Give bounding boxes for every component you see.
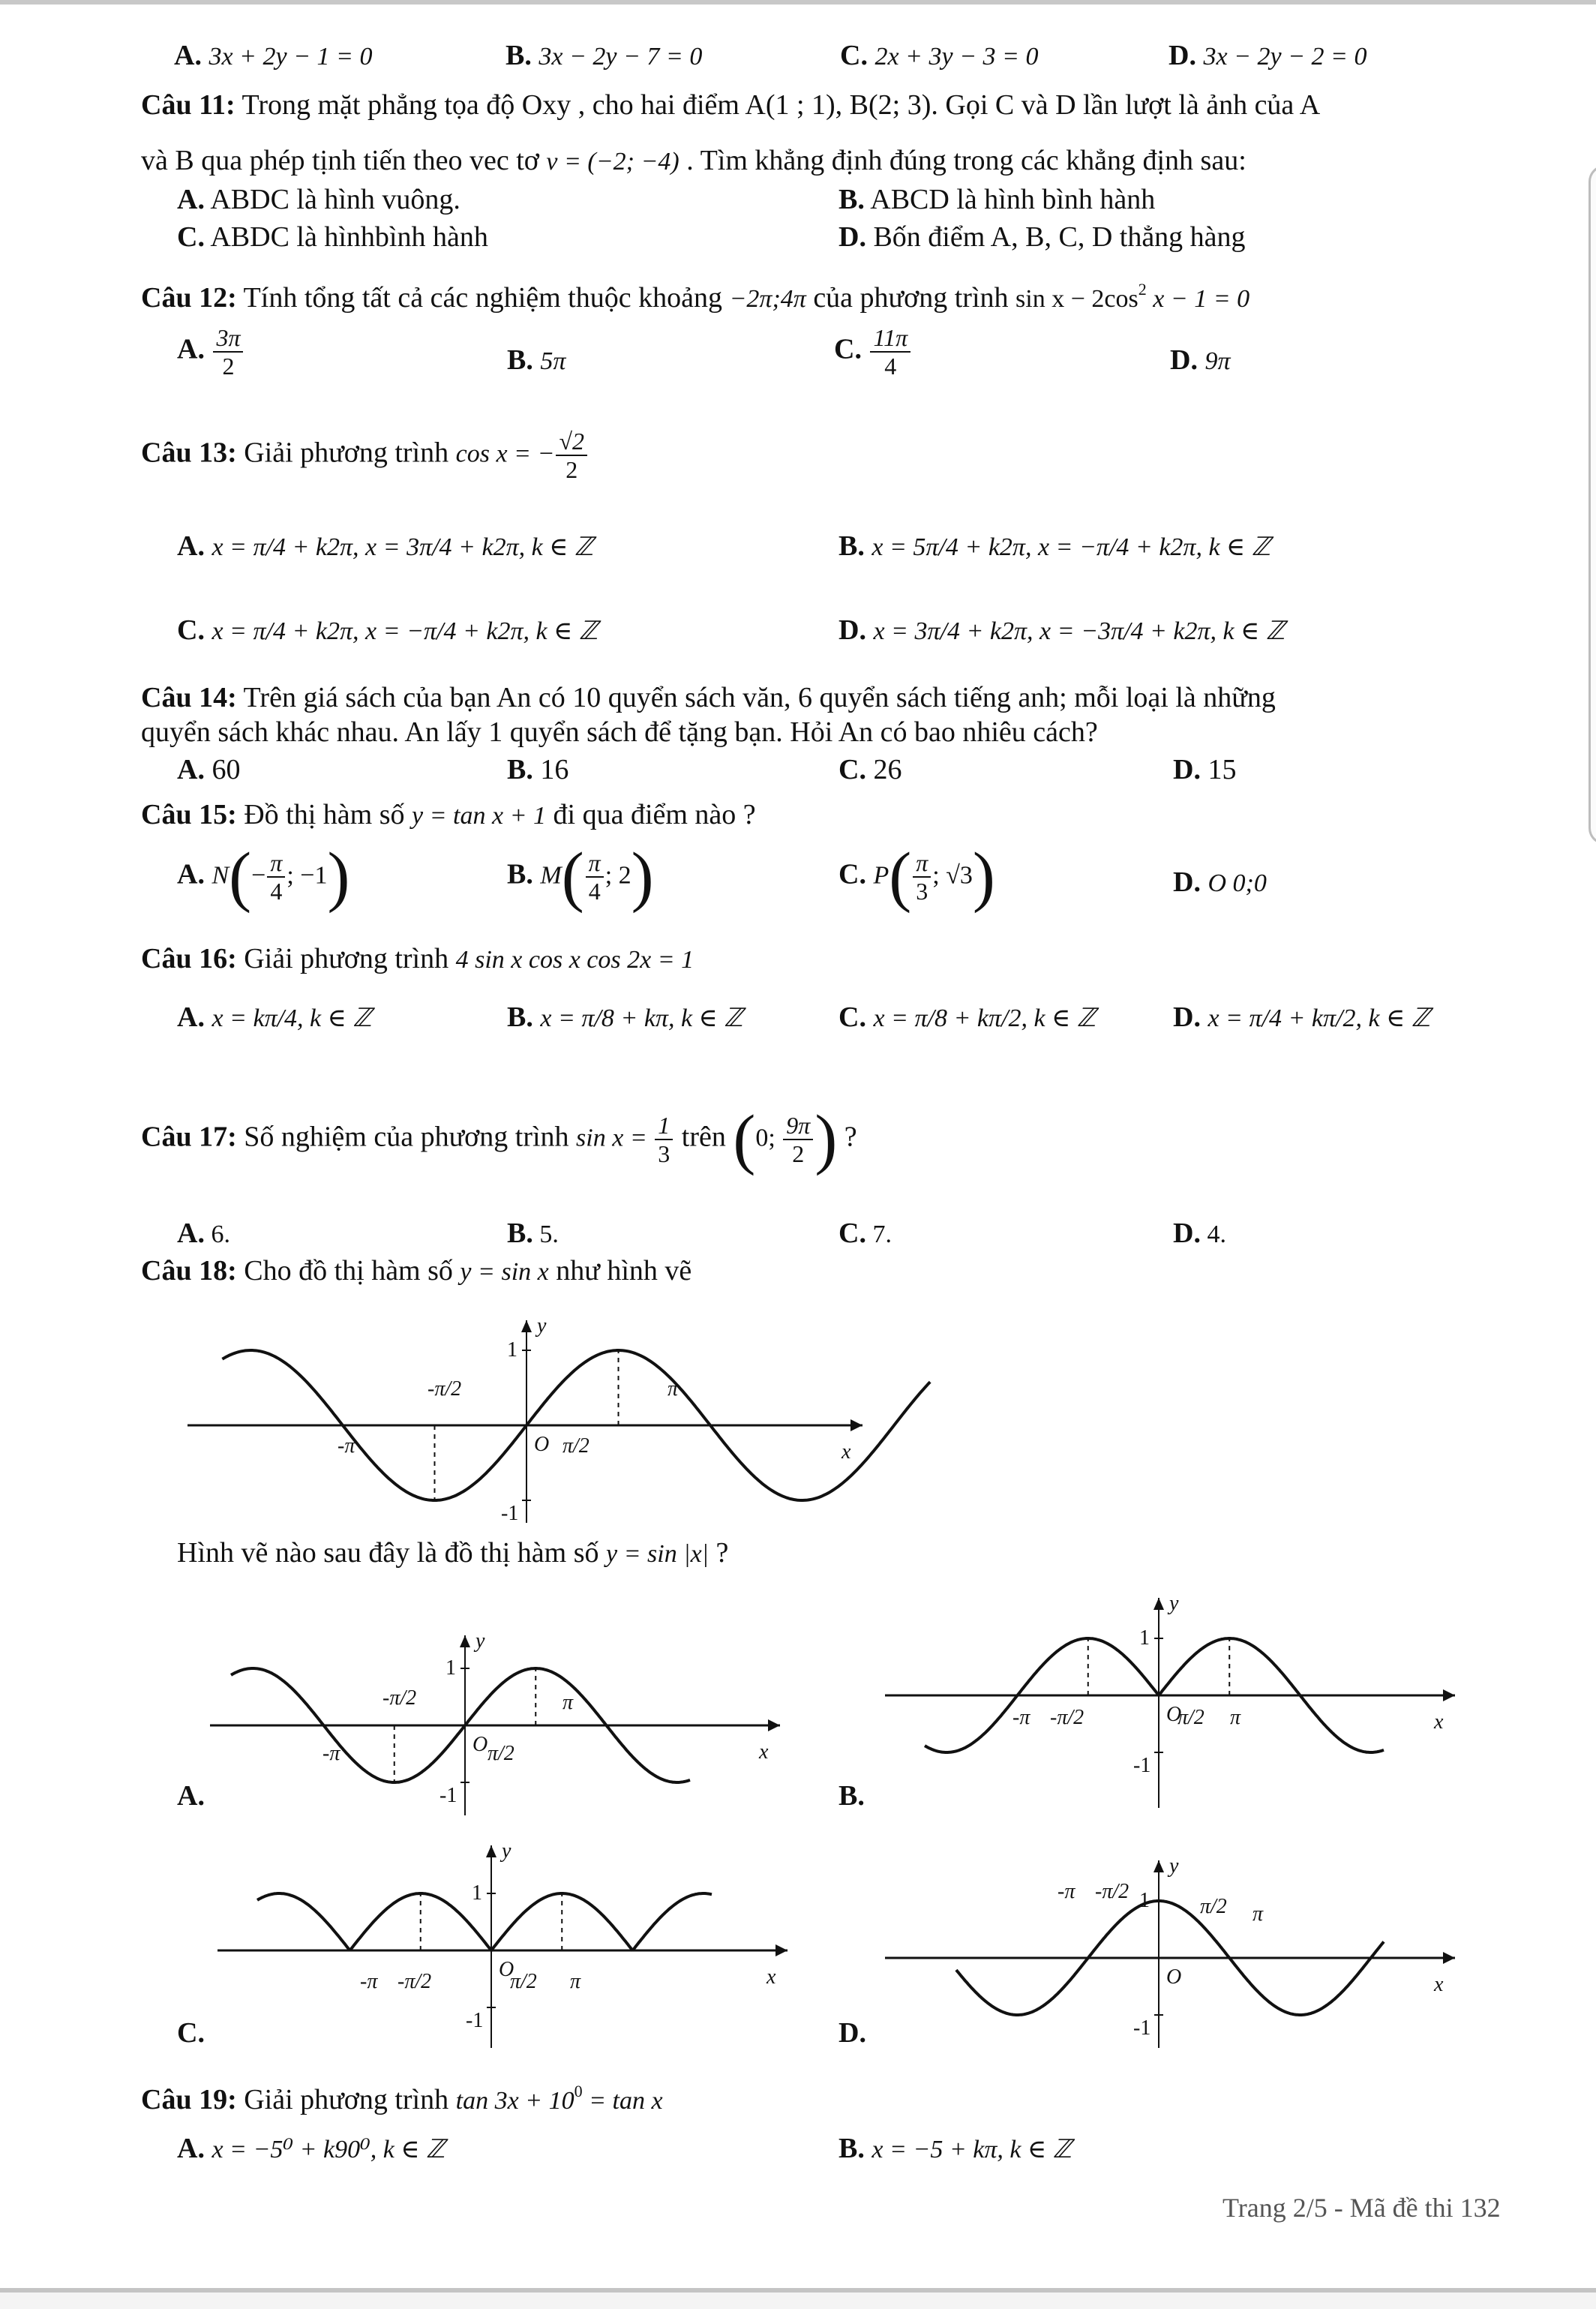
label-one: 1 xyxy=(446,1656,456,1680)
label-x: x xyxy=(842,1440,851,1464)
q13-question: Câu 13: Giải phương trình cos x = − $\frac{√2}{2}$ xyxy=(141,428,589,483)
label-origin: O xyxy=(499,1958,514,1981)
label-pi: π xyxy=(570,1970,581,1993)
graph-option-c[interactable] xyxy=(218,1830,788,2052)
label-y: y xyxy=(476,1629,485,1653)
q19-question: Câu 19: Giải phương trình $\tan 3x + 10^0 = \tan x$ xyxy=(141,2082,663,2115)
label-neg-pi: -π xyxy=(338,1434,356,1458)
q18-option-a-label: A. xyxy=(177,1780,205,1812)
label-pi: π xyxy=(1230,1706,1241,1729)
q16-option-d: D. x = π/4 + kπ/2, k ∈ ℤ xyxy=(1173,1001,1431,1033)
graph-option-a[interactable] xyxy=(210,1620,780,1819)
label-neg-half-pi: -π/2 xyxy=(382,1686,417,1710)
q11-option-d: D. Bốn điểm A, B, C, D thẳng hàng xyxy=(838,221,1246,253)
label-neg-pi: -π xyxy=(360,1970,378,1993)
q14-option-a: A. 60 xyxy=(177,754,241,785)
label-neg-one: -1 xyxy=(1133,2016,1151,2040)
label-neg-pi: -π xyxy=(1058,1880,1076,1903)
y-axis-arrow xyxy=(1154,1598,1164,1610)
q17-question: Câu 17: Số nghiệm của phương trình sin x = $\frac{1}{3}$ trên (0; $\frac{9\pi}{2}$ ) ? xyxy=(141,1102,857,1176)
graph-a-svg xyxy=(210,1620,780,1815)
label-one: 1 xyxy=(472,1881,482,1905)
label-neg-one: -1 xyxy=(501,1502,519,1525)
fraction: $\frac{\pi}{3}$ xyxy=(913,849,931,905)
label-origin: O xyxy=(534,1433,550,1456)
label-one: 1 xyxy=(1139,1889,1150,1912)
label-neg-one: -1 xyxy=(1133,1754,1151,1777)
x-axis-arrow xyxy=(1443,1952,1455,1964)
label-y: y xyxy=(502,1839,512,1863)
q13-option-d: D. x = 3π/4 + k2π, x = −3π/4 + k2π, k ∈ ℤ xyxy=(838,614,1286,646)
label-neg-half-pi: -π/2 xyxy=(1050,1706,1084,1729)
label-neg-half-pi: -π/2 xyxy=(398,1970,432,1993)
label-neg-half-pi: -π/2 xyxy=(1095,1880,1130,1903)
label-y: y xyxy=(1169,1854,1179,1878)
q14-line2: quyển sách khác nhau. An lấy 1 quyển sách để tặng bạn. Hỏi An có bao nhiêu cách? xyxy=(141,716,1098,748)
label-y: y xyxy=(537,1314,547,1338)
q17-option-c: C. 7. xyxy=(838,1218,892,1249)
label-x: x xyxy=(759,1740,769,1764)
x-axis-arrow xyxy=(768,1719,780,1731)
graph-d-svg xyxy=(885,1830,1455,2048)
q13-option-c: C. x = π/4 + k2π, x = −π/4 + k2π, k ∈ ℤ xyxy=(177,614,598,646)
label-neg-one: -1 xyxy=(466,2009,484,2032)
q14-option-d: D. 15 xyxy=(1173,754,1237,785)
y-axis-arrow xyxy=(521,1320,532,1332)
y-axis-arrow xyxy=(486,1845,496,1857)
label-origin: O xyxy=(1166,1703,1182,1726)
q11-option-b: B. ABCD là hình bình hành xyxy=(838,184,1156,215)
graph-c-svg xyxy=(218,1830,788,2048)
q18-option-c-label: C. xyxy=(177,2017,205,2049)
label-origin: O xyxy=(472,1733,488,1756)
q10-option-b: B. 3x − 2y − 7 = 0 xyxy=(506,40,703,71)
q12-option-a: A. $\frac{3\pi}{2}$ xyxy=(177,324,244,380)
sin-x-graph-svg xyxy=(188,1305,862,1530)
label-origin: O xyxy=(1166,1965,1182,1989)
label-neg-one: -1 xyxy=(440,1784,458,1807)
label-one: 1 xyxy=(507,1338,518,1362)
label-one: 1 xyxy=(1139,1626,1150,1650)
q12-option-b: B. 5π xyxy=(507,344,566,376)
q12-option-c: C. $\frac{11\pi}{4}$ xyxy=(834,324,912,380)
label-neg-pi: -π xyxy=(1012,1706,1030,1729)
label-neg-pi: -π xyxy=(322,1742,340,1765)
label-half-pi: π/2 xyxy=(510,1970,537,1993)
label-half-pi: π/2 xyxy=(488,1742,514,1765)
label-half-pi: π/2 xyxy=(562,1434,590,1458)
q17-option-b: B. 5. xyxy=(507,1218,559,1249)
fraction: $\frac{11\pi}{4}$ xyxy=(870,324,910,380)
label-neg-half-pi: -π/2 xyxy=(428,1377,462,1401)
label-pi: π xyxy=(1252,1902,1264,1926)
q10-option-a: A. 3x + 2y − 1 = 0 xyxy=(174,40,373,71)
q16-option-a: A. x = kπ/4, k ∈ ℤ xyxy=(177,1001,372,1033)
label-half-pi: π/2 xyxy=(1178,1706,1204,1729)
graph-option-b[interactable] xyxy=(885,1583,1455,1812)
label-pi: π xyxy=(562,1691,574,1714)
function-curve xyxy=(257,1893,712,1950)
label-x: x xyxy=(766,1965,776,1989)
q15-option-b: B. M( $\frac{\pi}{4}$ ; 2) xyxy=(507,839,654,914)
q16-option-b: B. x = π/8 + kπ, k ∈ ℤ xyxy=(507,1001,743,1033)
x-axis-arrow xyxy=(850,1419,862,1431)
q12-option-d: D. 9π xyxy=(1170,344,1231,376)
page-footer: Trang 2/5 - Mã đề thi 132 xyxy=(1222,2193,1501,2223)
fraction: $\frac{√2}{2}$ xyxy=(556,428,587,483)
q13-option-a: A. x = π/4 + k2π, x = 3π/4 + k2π, k ∈ ℤ xyxy=(177,530,594,562)
q16-question: Câu 16: Giải phương trình 4 sin x cos x cos 2x = 1 xyxy=(141,943,694,974)
label-pi: π xyxy=(668,1377,679,1401)
label-x: x xyxy=(1434,1710,1444,1734)
label-half-pi: π/2 xyxy=(1200,1895,1227,1918)
fraction: $\frac{3\pi}{2}$ xyxy=(213,324,243,380)
q18-option-b-label: B. xyxy=(838,1780,865,1812)
q18-question: Câu 18: Cho đồ thị hàm số y = sin x như hình vẽ xyxy=(141,1255,692,1287)
q14-option-c: C. 26 xyxy=(838,754,902,785)
q11-line2: và B qua phép tịnh tiến theo vec tơ v = (−2; −4) . Tìm khẳng định đúng trong các khẳng định sau: xyxy=(141,145,1246,176)
q15-option-a: A. N(− $\frac{\pi}{4}$ ; −1) xyxy=(177,839,350,914)
q19-option-a: A. x = −5⁰ + k90⁰, k ∈ ℤ xyxy=(177,2133,446,2164)
top-border xyxy=(0,0,1596,5)
sin-x-graph xyxy=(188,1305,862,1534)
q15-option-c: C. P( $\frac{\pi}{3}$ ; √3) xyxy=(838,839,995,914)
x-axis-arrow xyxy=(1443,1689,1455,1701)
label-y: y xyxy=(1169,1592,1179,1615)
q14-option-b: B. 16 xyxy=(507,754,569,785)
fraction: $\frac{9\pi}{2}$ xyxy=(783,1112,813,1167)
q10-option-d: D. 3x − 2y − 2 = 0 xyxy=(1168,40,1367,71)
graph-option-d[interactable] xyxy=(885,1830,1455,2052)
fraction: $\frac{\pi}{4}$ xyxy=(267,849,285,905)
q19-option-b: B. x = −5 + kπ, k ∈ ℤ xyxy=(838,2133,1072,2164)
q15-option-d: D. O 0;0 xyxy=(1173,866,1267,898)
q12-question: Câu 12: Tính tổng tất cả các nghiệm thuộc khoảng −2π;4π của phương trình $\sin x - 2\cos^2$ x − 1 = 0 xyxy=(141,280,1250,314)
q11-option-a: A. ABDC là hình vuông. xyxy=(177,184,460,215)
q17-option-d: D. 4. xyxy=(1173,1218,1226,1249)
y-axis-arrow xyxy=(460,1635,470,1647)
y-axis-arrow xyxy=(1154,1860,1164,1872)
label-x: x xyxy=(1434,1973,1444,1996)
bottom-area xyxy=(0,2292,1596,2309)
fraction: $\frac{\pi}{4}$ xyxy=(586,849,604,905)
q18-option-d-label: D. xyxy=(838,2017,866,2049)
fraction: $\frac{1}{3}$ xyxy=(655,1112,673,1167)
q13-option-b: B. x = 5π/4 + k2π, x = −π/4 + k2π, k ∈ ℤ xyxy=(838,530,1271,562)
q10-option-c: C. 2x + 3y − 3 = 0 xyxy=(840,40,1039,71)
q16-option-c: C. x = π/8 + kπ/2, k ∈ ℤ xyxy=(838,1001,1096,1033)
q14-line1: Câu 14: Trên giá sách của bạn An có 10 quyển sách văn, 6 quyển sách tiếng anh; mỗi loại là những xyxy=(141,682,1276,713)
q11-option-c: C. ABDC là hìnhbình hành xyxy=(177,221,488,253)
q15-question: Câu 15: Đồ thị hàm số y = tan x + 1 đi qua điểm nào ? xyxy=(141,799,756,830)
x-axis-arrow xyxy=(776,1944,788,1956)
graph-b-svg xyxy=(885,1583,1455,1808)
q17-option-a: A. 6. xyxy=(177,1218,230,1249)
side-panel-handle[interactable] xyxy=(1588,165,1596,845)
q11-line1: Câu 11: Trong mặt phẳng tọa độ Oxy , cho hai điểm A(1 ; 1), B(2; 3). Gọi C và D lần lượt là ảnh của A xyxy=(141,89,1321,121)
q18-sub-question: Hình vẽ nào sau đây là đồ thị hàm số y = sin |x| ? xyxy=(177,1537,729,1569)
